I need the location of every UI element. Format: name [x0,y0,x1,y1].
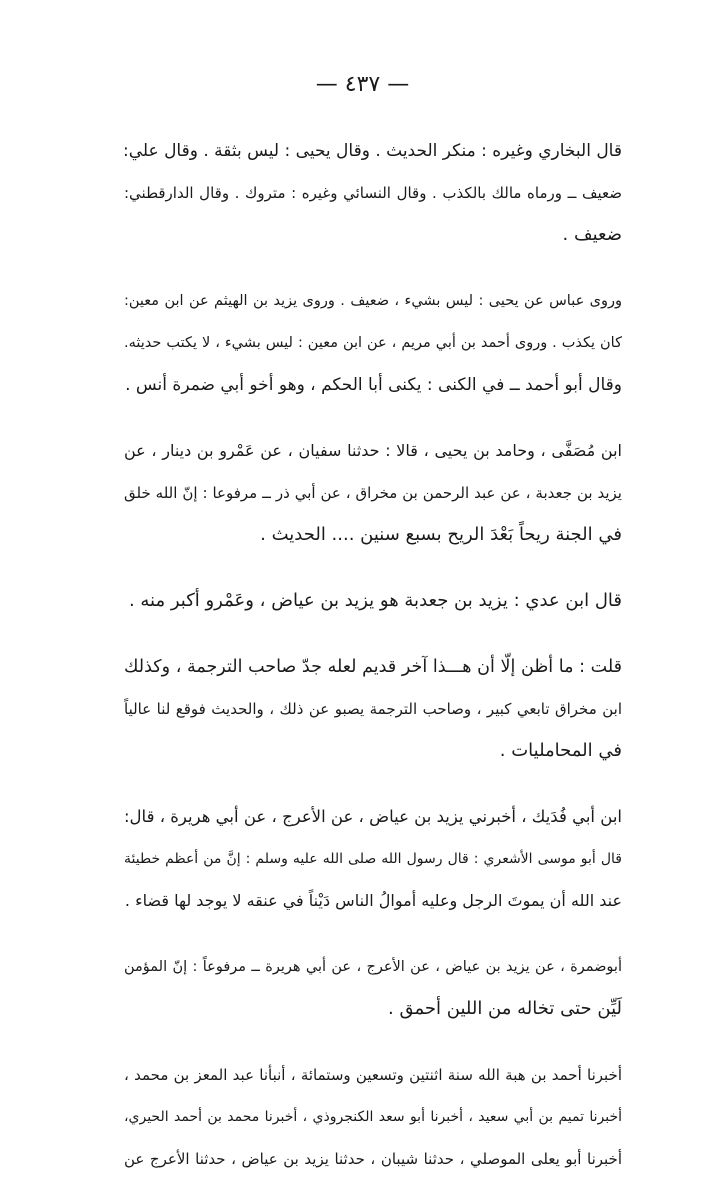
paragraph [124,280,646,406]
text-line: يزيد بن جعدبة ، عن عبد الرحمن بن مخراق ، عن أبي ذر ــ مرفوعا : إنّ الله خلق [124,484,622,502]
text-line: لَيِّن حتى تخاله من اللين أحمق . [388,998,622,1019]
paragraph [124,946,646,1030]
text-line: قال أبو موسى الأشعري : قال رسول الله صلى الله عليه وسلم : إنَّ من أعظم خطيئة [124,851,622,867]
paragraph [124,646,646,772]
text-line: ضعيف . [562,224,622,245]
text-line: في المحامليات . [499,740,622,761]
text-line: أخبرنا أبو يعلى الموصلي ، حدثنا شيبان ، حدثنا يزيد بن عياض ، حدثنا الأعرج عن [124,1150,622,1168]
paragraph [124,130,646,256]
paragraph [124,796,646,922]
text-line: كان يكذب . وروى أحمد بن أبي مريم ، عن ابن معين : ليس بشيء ، لا يكتب حديثه. [124,335,622,351]
text-line: قلت : ما أظن إلّا أن هـــذا آخر قديم لعله جدّ صاحب الترجمة ، وكذلك [124,657,622,677]
paragraph [124,430,646,556]
text-line: ابن أبي فُدَيك ، أخبرني يزيد بن عياض ، عن الأعرج ، عن أبي هريرة ، قال: [124,807,622,826]
main-text [124,130,646,1204]
text-line: وقال أبو أحمد ــ في الكنى : يكنى أبا الحكم ، وهو أخو أبي ضمرة أنس . [125,375,622,395]
page-number: — ٤٣٧ — [315,72,410,97]
text-line: عند الله أن يموتَ الرجل وعليه أموالُ الناس دَيْناً في عنقه لا يوجد لها قضاء . [124,891,622,910]
text-line: وروى عباس عن يحيى : ليس بشيء ، ضعيف . وروى يزيد بن الهيثم عن ابن معين: [124,293,622,309]
text-line: قال ابن عدي : يزيد بن جعدبة هو يزيد بن عياض ، وعَمْرو أكبر منه . [128,590,622,611]
text-line: أبوضمرة ، عن يزيد بن عياض ، عن الأعرج ، عن أبي هريرة ــ مرفوعاً : إنّ المؤمن [124,959,622,975]
text-line: قال البخاري وغيره : منكر الحديث . وقال يحيى : ليس بثقة . وقال علي: [123,141,622,161]
text-line: أخبرنا أحمد بن هبة الله سنة اثنتين وتسعين وستمائة ، أنبأنا عبد المعز بن محمد ، [124,1066,622,1084]
text-line: ابن مخراق تابعي كبير ، وصاحب الترجمة يصبو عن ذلك ، والحديث فوقع لنا عالياً [124,700,622,718]
text-line: ضعيف ــ ورماه مالك بالكذب . وقال النسائي وغيره : متروك . وقال الدارقطني: [124,184,622,202]
text-line: أخبرنا تميم بن أبي سعيد ، أخبرنا أبو سعد الكنجروذي ، أخبرنا محمد بن أحمد الحيري، [124,1109,622,1125]
paragraph [124,1054,646,1180]
paragraph [124,580,646,622]
text-line: في الجنة ريحاً بَعْدَ الريح بسبع سنين .... الحديث . [260,524,622,545]
text-line: ابن مُصَفَّى ، وحامد بن يحيى ، قالا : حدثنا سفيان ، عن عَمْرو بن دينار ، عن [124,441,622,460]
